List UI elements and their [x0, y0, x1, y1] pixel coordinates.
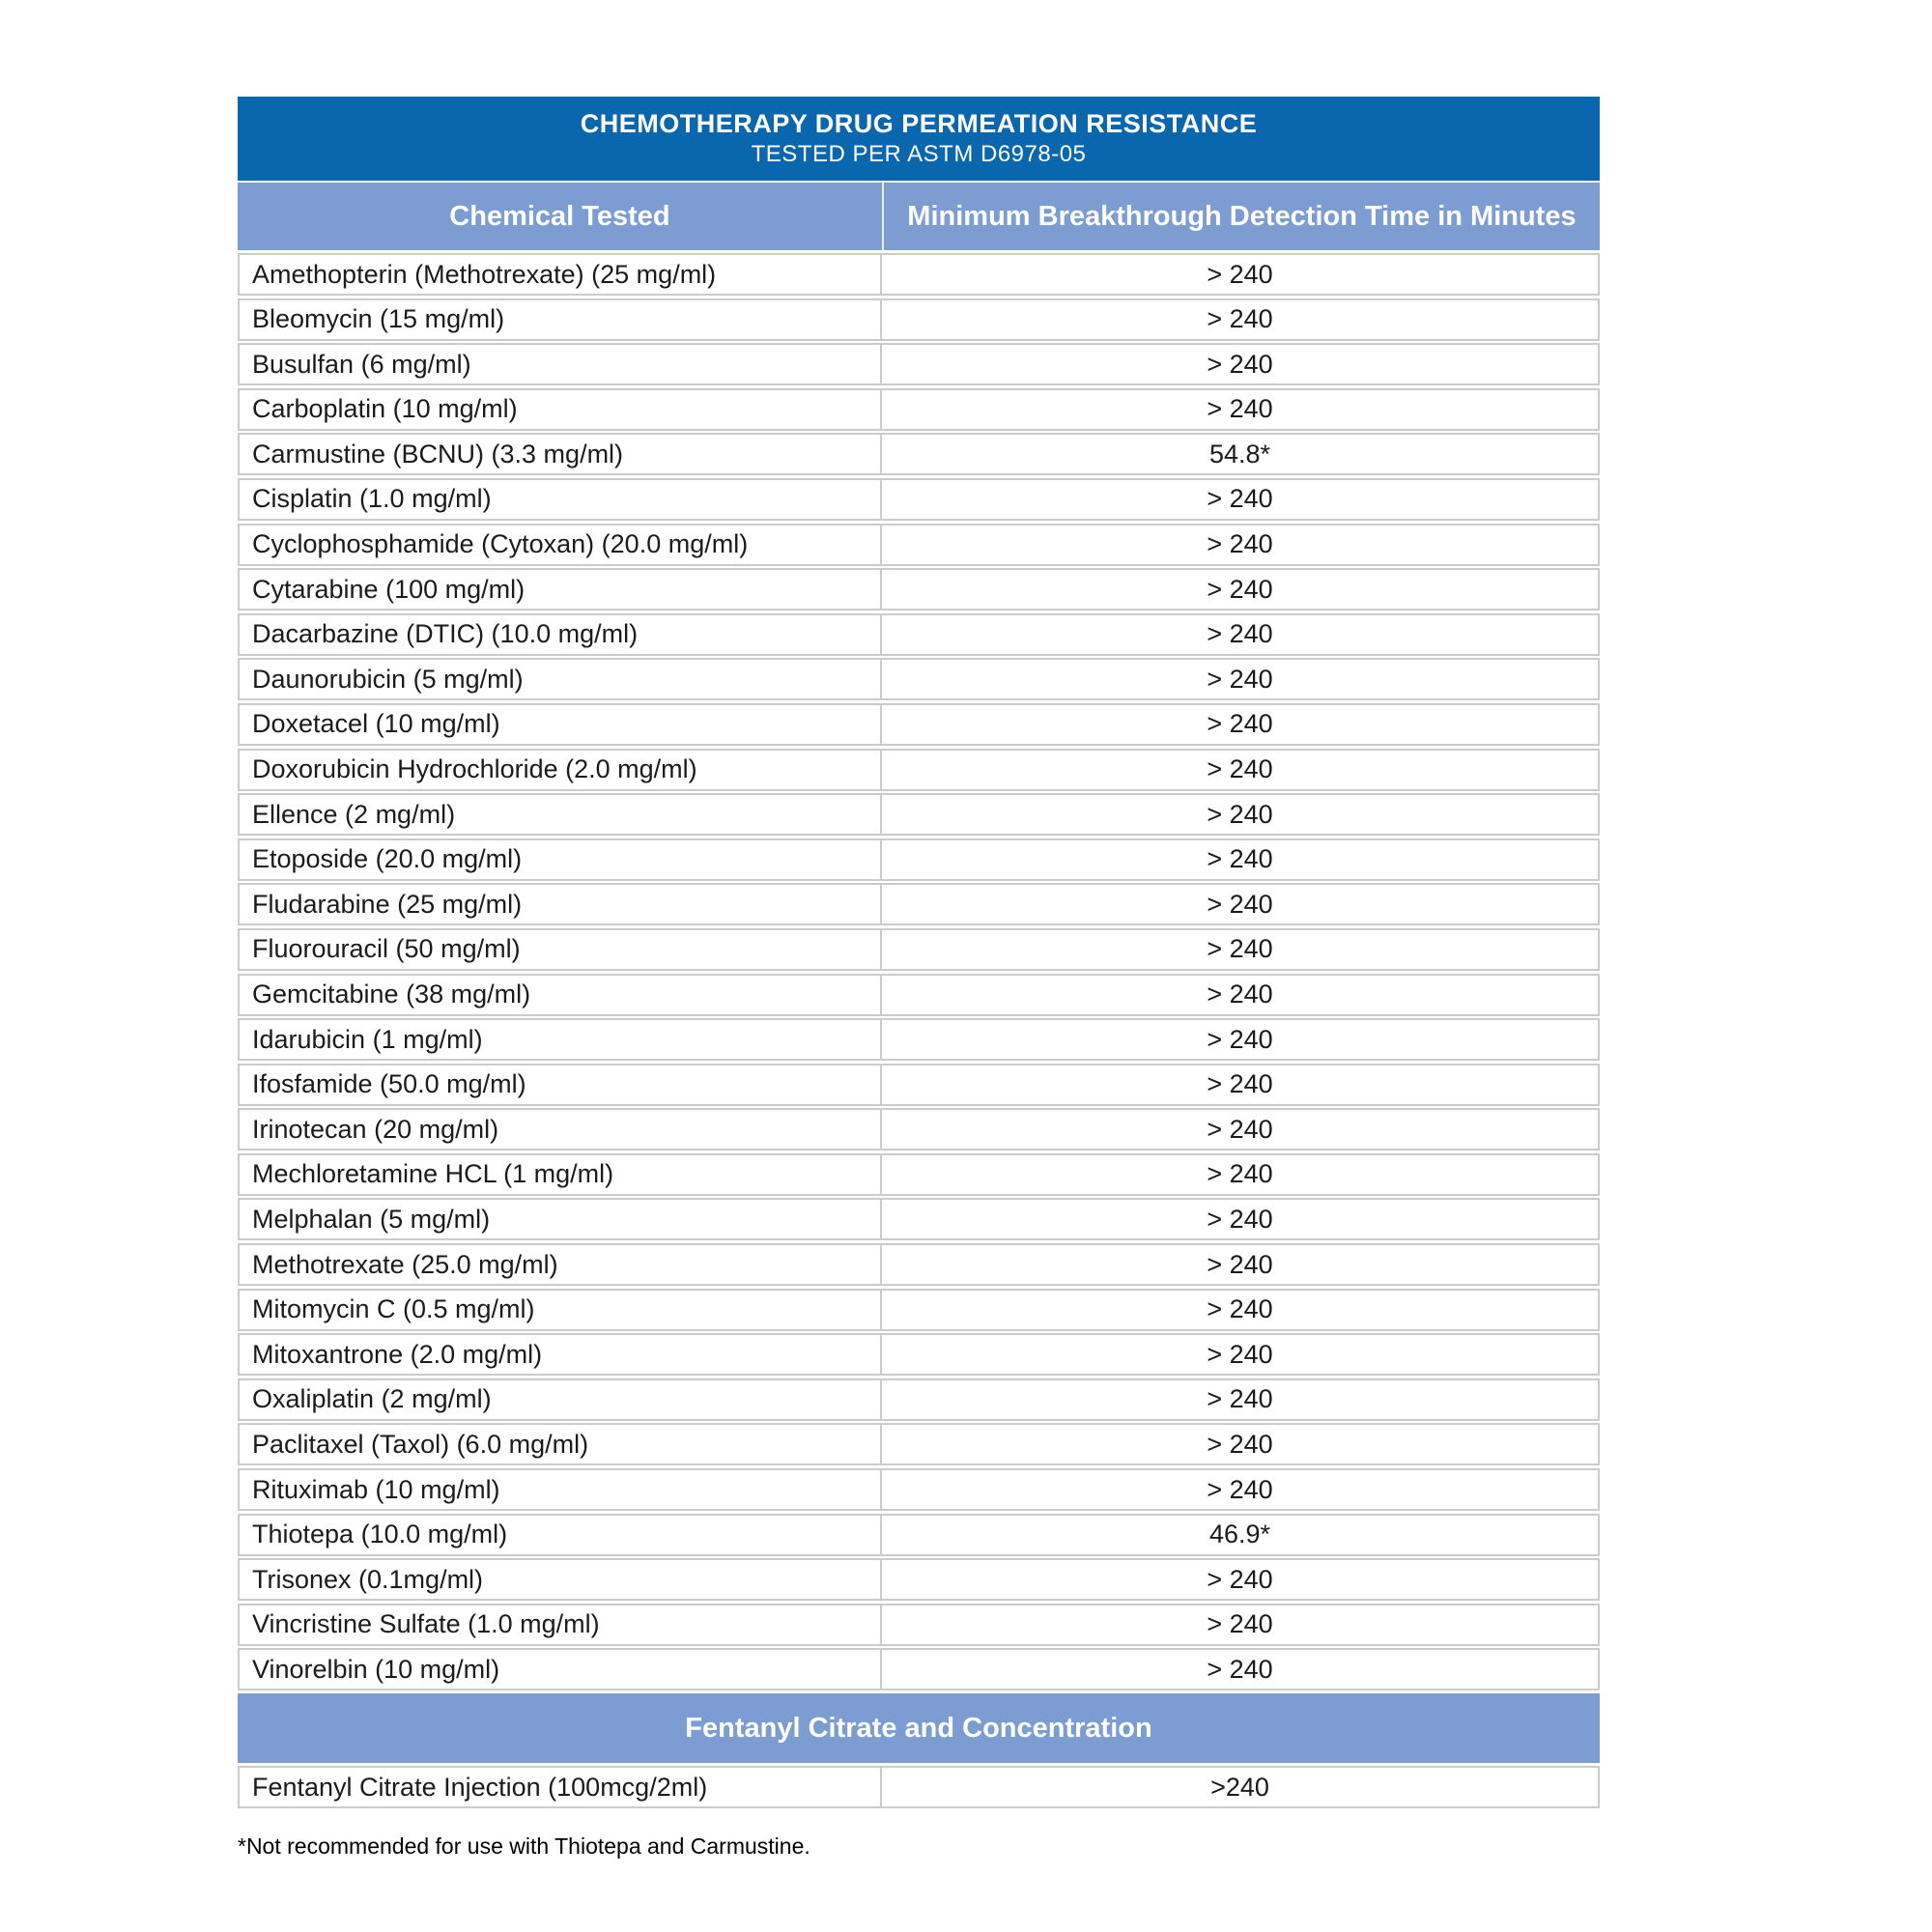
- time-value-cell: > 240: [1207, 1609, 1273, 1639]
- table-row: [238, 1648, 1600, 1690]
- chemical-name-cell: Bleomycin (15 mg/ml): [240, 300, 882, 339]
- chemical-name-cell: Melphalan (5 mg/ml): [240, 1200, 882, 1238]
- chemical-name-cell: Cytarabine (100 mg/ml): [240, 570, 882, 609]
- time-value-cell: 46.9*: [1208, 1520, 1271, 1549]
- table-row: [238, 838, 1600, 881]
- time-value-cell: > 240: [1207, 1159, 1273, 1189]
- chemical-name-cell: Dacarbazine (DTIC) (10.0 mg/ml): [240, 615, 882, 654]
- time-value-cell: > 240: [1207, 664, 1273, 694]
- time-value-cell: > 240: [1207, 709, 1273, 739]
- chemical-name-cell: Etoposide (20.0 mg/ml): [240, 840, 882, 879]
- time-value-cell: > 240: [1207, 619, 1273, 649]
- chemical-name-cell: Oxaliplatin (2 mg/ml): [240, 1380, 882, 1419]
- time-value-cell: > 240: [1207, 349, 1273, 379]
- chemical-name-cell: Ifosfamide (50.0 mg/ml): [240, 1065, 882, 1104]
- column-header-row: [238, 183, 1600, 250]
- chemical-name-cell: Mitomycin C (0.5 mg/ml): [240, 1291, 882, 1329]
- table-row: [238, 524, 1600, 566]
- time-value-cell: > 240: [1207, 1204, 1273, 1234]
- table-row: [238, 298, 1600, 341]
- time-value-cell: > 240: [1207, 1114, 1273, 1144]
- time-value-cell: > 240: [1207, 934, 1273, 964]
- table-row: [238, 1514, 1600, 1556]
- chemical-name-cell: Paclitaxel (Taxol) (6.0 mg/ml): [240, 1425, 882, 1463]
- chemical-name-cell: Cyclophosphamide (Cytoxan) (20.0 mg/ml): [240, 526, 882, 564]
- table-row: [238, 1423, 1600, 1465]
- time-value-cell: > 240: [1207, 574, 1273, 604]
- chemical-name-cell: Fentanyl Citrate Injection (100mcg/2ml): [240, 1768, 882, 1806]
- time-value-cell: > 240: [1207, 529, 1273, 559]
- time-value-cell: > 240: [1207, 1429, 1273, 1459]
- chemical-name-cell: Daunorubicin (5 mg/ml): [240, 660, 882, 698]
- time-value-cell: > 240: [1207, 1294, 1273, 1324]
- time-value-cell: > 240: [1207, 1024, 1273, 1054]
- table-row: [238, 1468, 1600, 1511]
- chemical-name-cell: Irinotecan (20 mg/ml): [240, 1110, 882, 1149]
- table-body: [238, 253, 1600, 1690]
- column-header-chemical: Chemical Tested: [449, 200, 670, 232]
- chemical-name-cell: Fludarabine (25 mg/ml): [240, 885, 882, 923]
- time-value-cell: > 240: [1207, 1564, 1273, 1594]
- time-value-cell: > 240: [1207, 394, 1273, 424]
- chemical-name-cell: Trisonex (0.1mg/ml): [240, 1560, 882, 1599]
- column-header-time: Minimum Breakthrough Detection Time in Minutes: [882, 183, 1600, 250]
- chemical-name-cell: Carboplatin (10 mg/ml): [240, 390, 882, 429]
- table-title-bar: [238, 97, 1600, 181]
- footnote: *Not recommended for use with Thiotepa and Carmustine.: [238, 1833, 810, 1859]
- table-row: [238, 1064, 1600, 1106]
- table-row: [238, 433, 1600, 475]
- chemical-name-cell: Fluorouracil (50 mg/ml): [240, 930, 882, 969]
- table-row: [238, 1243, 1600, 1286]
- fentanyl-section-body: [238, 1766, 1600, 1808]
- table-row: [238, 478, 1600, 521]
- table-row: [238, 613, 1600, 656]
- table-row: [238, 793, 1600, 836]
- table-title: CHEMOTHERAPY DRUG PERMEATION RESISTANCE: [580, 109, 1258, 138]
- chemical-name-cell: Rituximab (10 mg/ml): [240, 1470, 882, 1509]
- table-row: [238, 388, 1600, 431]
- chemical-name-cell: Thiotepa (10.0 mg/ml): [240, 1516, 882, 1554]
- table-row: [238, 1604, 1600, 1646]
- chemical-name-cell: Mechloretamine HCL (1 mg/ml): [240, 1155, 882, 1194]
- time-value-cell: > 240: [1207, 1249, 1273, 1279]
- chemical-name-cell: Cisplatin (1.0 mg/ml): [240, 480, 882, 519]
- time-value-cell: 54.8*: [1208, 439, 1271, 469]
- table-row: [238, 1018, 1600, 1061]
- time-value-cell: > 240: [1207, 1654, 1273, 1684]
- chemical-name-cell: Doxorubicin Hydrochloride (2.0 mg/ml): [240, 751, 882, 789]
- chemical-name-cell: Mitoxantrone (2.0 mg/ml): [240, 1335, 882, 1374]
- time-value-cell: >240: [1210, 1772, 1269, 1802]
- time-value-cell: > 240: [1207, 889, 1273, 919]
- table-row: [238, 883, 1600, 925]
- chemical-name-cell: Vinorelbin (10 mg/ml): [240, 1650, 882, 1689]
- table-row: [238, 928, 1600, 971]
- table-row: [238, 974, 1600, 1016]
- chemical-name-cell: Busulfan (6 mg/ml): [240, 345, 882, 384]
- table-row: [238, 1766, 1600, 1808]
- table-subtitle: TESTED PER ASTM D6978-05: [751, 141, 1087, 167]
- table-row: [238, 1153, 1600, 1196]
- chemical-name-cell: Ellence (2 mg/ml): [240, 795, 882, 834]
- chemical-name-cell: Idarubicin (1 mg/ml): [240, 1020, 882, 1059]
- table-row: [238, 749, 1600, 791]
- table-row: [238, 658, 1600, 700]
- chemical-name-cell: Methotrexate (25.0 mg/ml): [240, 1245, 882, 1284]
- fentanyl-section-header: Fentanyl Citrate and Concentration: [238, 1693, 1600, 1763]
- table-row: [238, 1378, 1600, 1421]
- time-value-cell: > 240: [1207, 1069, 1273, 1099]
- chemical-name-cell: Vincristine Sulfate (1.0 mg/ml): [240, 1605, 882, 1644]
- time-value-cell: > 240: [1207, 484, 1273, 514]
- time-value-cell: > 240: [1207, 980, 1273, 1009]
- time-value-cell: > 240: [1207, 754, 1273, 784]
- time-value-cell: > 240: [1207, 259, 1273, 289]
- chemical-name-cell: Amethopterin (Methotrexate) (25 mg/ml): [240, 255, 882, 294]
- time-value-cell: > 240: [1207, 1384, 1273, 1414]
- time-value-cell: > 240: [1207, 844, 1273, 874]
- chemical-name-cell: Doxetacel (10 mg/ml): [240, 705, 882, 744]
- chemical-name-cell: Gemcitabine (38 mg/ml): [240, 976, 882, 1014]
- table-row: [238, 1558, 1600, 1601]
- table-row: [238, 253, 1600, 296]
- table-row: [238, 1108, 1600, 1151]
- table-row: [238, 1289, 1600, 1331]
- time-value-cell: > 240: [1207, 1474, 1273, 1504]
- time-value-cell: > 240: [1207, 799, 1273, 829]
- time-value-cell: > 240: [1207, 1339, 1273, 1369]
- table-row: [238, 1333, 1600, 1376]
- table-row: [238, 1198, 1600, 1240]
- permeation-table: [238, 97, 1600, 1860]
- time-value-cell: > 240: [1207, 304, 1273, 334]
- table-row: [238, 568, 1600, 611]
- table-row: [238, 703, 1600, 746]
- chemical-name-cell: Carmustine (BCNU) (3.3 mg/ml): [240, 435, 882, 473]
- table-row: [238, 343, 1600, 385]
